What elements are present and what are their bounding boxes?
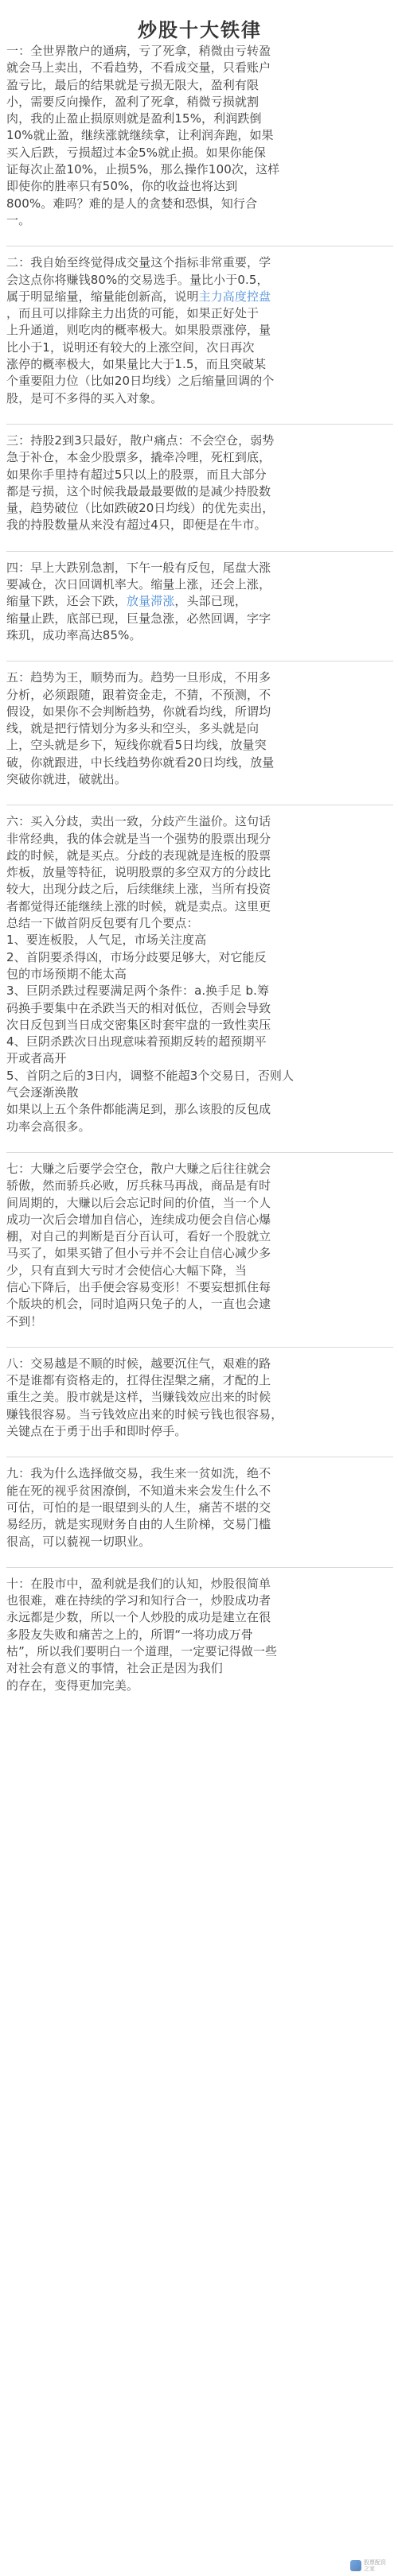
rule-line: 肉，我的止盈止损原则就是盈利15%，利润跌倒	[6, 111, 262, 126]
section-spacer	[6, 644, 393, 661]
rule-line: 一。	[6, 212, 31, 227]
rule-line: 破，你就跟进，中长线趋势你就看20日均线，放量	[6, 755, 275, 770]
section-divider	[6, 1567, 393, 1568]
section-spacer	[6, 1440, 393, 1457]
section-divider	[6, 1347, 393, 1348]
rule-line: 八：交易越是不顺的时候，越要沉住气，艰难的路	[6, 1356, 271, 1371]
rule-line: 珠玑，成功率高达85%。	[6, 627, 142, 642]
rule-line: 4、巨阴杀跌次日出现意味着预期反转的超预期平	[6, 1034, 267, 1049]
rule-line: 个重要阻力位（比如20日均线）之后缩量回调的个	[6, 374, 275, 389]
rule-line: 急于补仓，本金少股票多，撬牵冷哩，死杠到底，	[6, 450, 271, 465]
rule-line: 不到！	[6, 1313, 43, 1329]
section-spacer	[6, 1330, 393, 1347]
section-spacer	[6, 534, 393, 551]
rule-line: 10%就止盈，继续涨就继续拿，让利润奔跑，如果	[6, 128, 274, 143]
rule-section-6	[6, 813, 393, 1135]
rule-line: 缩量止跌，底部已现，巨量急涨，必然回调，字字	[6, 611, 271, 626]
section-spacer	[6, 788, 393, 805]
rule-line: 如果你手里持有超过5只以上的股票，而且大部分	[6, 467, 267, 482]
rule-line: 三：持股2到3只最好，散户痛点：不会空仓，弱势	[6, 433, 275, 448]
rule-line: 炸板，放量等特征，说明股票的多空双方的分歧比	[6, 865, 271, 880]
rule-section-1	[6, 43, 393, 229]
rule-line: 的存在，变得更加完美。	[6, 1678, 139, 1693]
rule-line: 我的持股数量从来没有超过4只，即便是在牛市。	[6, 518, 267, 533]
rule-line: 重生之美。股市就是这样，当赚钱效应出来的时候	[6, 1390, 271, 1405]
rule-line: 800%。难吗？难的是人的贪婪和恐惧，知行合	[6, 196, 258, 211]
rule-line: 即使你的胜率只有50%，你的收益也将达到	[6, 179, 238, 194]
section-spacer	[6, 1135, 393, 1152]
rule-line: 盈亏比，最后的结果就是亏损无限大，盈利有限	[6, 77, 259, 92]
rule-line: 二：我自始至终觉得成交量这个指标非常重要，学	[6, 255, 271, 270]
watermark-logo-icon	[350, 2560, 361, 2571]
rule-line: 如果以上五个条件都能满足到，那么该股的反包成	[6, 1102, 271, 1117]
rule-line: 对社会有意义的事情，社会正是因为我们	[6, 1661, 223, 1676]
section-spacer	[6, 407, 393, 424]
rule-line: 棚，对自己的判断是百分百认可，看好一个股就立	[6, 1229, 271, 1244]
rule-section-2	[6, 254, 393, 407]
rule-line: 一：全世界散户的通病，亏了死拿，稍微由亏转盈	[6, 44, 271, 58]
section-divider	[6, 1152, 393, 1153]
keyword-link[interactable]: 主力高度控盘	[198, 289, 271, 304]
rule-line: 五：趋势为王，顺势而为。趋势一旦形成，不用多	[6, 670, 271, 685]
rule-line: 假设，如果你不会判断趋势，你就看均线，所谓均	[6, 704, 271, 719]
rule-section-9	[6, 1465, 393, 1550]
rule-line: 不是谁都有资格走的，扛得住涅槃之痛，才配的上	[6, 1373, 271, 1388]
rule-line: 非常经典，我的体会就是当一个强势的股票出现分	[6, 831, 271, 846]
rule-line: 十：在股市中，盈利就是我们的认知，炒股很简单	[6, 1576, 271, 1591]
rule-line: 分析，必须跟随，跟着资金走，不猜，不预测，不	[6, 687, 271, 702]
rule-line: 者都觉得还能继续上涨的时候，就是卖点。这里更	[6, 898, 271, 914]
rule-line: 开或者高开	[6, 1051, 67, 1066]
rule-line: 骄傲，然而骄兵必败，厉兵秣马再战，商品是有时	[6, 1178, 271, 1193]
rule-line: 会这点你将赚钱80%的交易选手。量比小于0.5，	[6, 272, 269, 287]
rule-line: 上升通道，则吃肉的概率极大。如果股票涨停，量	[6, 323, 271, 338]
rule-line: 功率会高很多。	[6, 1119, 91, 1134]
rule-line: 涨停的概率极大，如果量比大于1.5，而且突破某	[6, 357, 267, 372]
page-title: 炒股十大铁律	[138, 19, 262, 41]
rule-section-5	[6, 669, 393, 788]
rule-line: 成功一次后会增加自信心，连续成功便会自信心爆	[6, 1212, 271, 1227]
keyword-link[interactable]: 放量滞涨	[127, 594, 175, 609]
rule-line: 小，需要反向操作，盈利了死拿，稍微亏损就割	[6, 94, 259, 109]
rule-line: 少，只有直到大亏时才会使信心大幅下降，当	[6, 1263, 248, 1278]
rule-line: 3、巨阴杀跌过程要满足两个条件：a.换手足 b.筹	[6, 983, 270, 999]
rule-line: 九：我为什么选择做交易，我生来一贫如洗，绝不	[6, 1466, 271, 1481]
watermark	[350, 2557, 395, 2574]
section-divider	[6, 424, 393, 425]
rule-line: 1、要连板股，人气足，市场关注度高	[6, 933, 207, 948]
rule-line: 歧的时候，就是买点。分歧的表现就是连板的股票	[6, 848, 271, 863]
rule-line: 5、首阴之后的3日内，调整不能超3个交易日，否则人	[6, 1068, 295, 1083]
rule-line: 气会逐渐涣散	[6, 1085, 79, 1100]
rule-line: 枯”，所以我们要明白一个道理，一定要记得做一些	[6, 1644, 278, 1659]
rule-line: 能在死的视乎贫困潦倒，不知道未来会发生什么不	[6, 1483, 271, 1498]
section-spacer	[6, 229, 393, 246]
rule-line: 四：早上大跌别急割，下午一般有反包，尾盘大涨	[6, 560, 271, 575]
rule-line: 就会马上卖出，不看趋势，不看成交量，只看账户	[6, 60, 271, 76]
rule-line: 量，趋势破位（比如跌破20日均线）的优先卖出，	[6, 501, 275, 516]
rule-line: 股，是可不多得的买入对象。	[6, 390, 163, 405]
rule-line: ，而且可以排除主力出货的可能，如果正好处于	[6, 306, 259, 321]
rule-line: 码换手要集中在杀跌当天的相对低位，否则会导致	[6, 1000, 271, 1015]
rule-line: 2、首阴要杀得凶，市场分歧要足够大，对它能反	[6, 949, 267, 964]
rule-line: 买入后跌，亏损超过本金5%就止损。如果你能保	[6, 145, 266, 160]
rule-line: 总结一下做首阴反包要有几个要点：	[6, 916, 199, 931]
watermark-text	[364, 2559, 386, 2572]
watermark-text-line1: 股票配资	[364, 2559, 386, 2566]
section-spacer	[6, 1550, 393, 1567]
rule-line: 属于明显缩量，缩量能创新高，说明主力高度控盘	[6, 289, 271, 304]
rule-line: 都是亏损，这个时候我最最最要做的是减少持股数	[6, 483, 271, 499]
rule-line: 易经历，就是实现财务自由的人生阶梯，交易门槛	[6, 1517, 271, 1532]
rule-line: 上，空头就是乡下，短线你就看5日均线，放量突	[6, 738, 267, 753]
rule-line: 间周期的，大赚以后会忘记时间的价值，当一个人	[6, 1195, 271, 1210]
rule-line: 要减仓，次日回调机率大。缩量上涨，还会上涨，	[6, 577, 271, 592]
section-divider	[6, 551, 393, 552]
rule-section-3	[6, 433, 393, 534]
rule-line: 也很难，难在持续的学习和知行合一，炒股成功者	[6, 1593, 271, 1608]
rule-line: 包的市场预期不能太高	[6, 966, 127, 981]
rule-line: 六：买入分歧，卖出一致，分歧产生溢价。这句话	[6, 814, 271, 829]
rule-line: 七：大赚之后要学会空仓，散户大赚之后往往就会	[6, 1161, 271, 1176]
rule-line: 很高，可以藐视一切职业。	[6, 1534, 151, 1549]
rule-line: 赚钱很容易。当亏钱效应出来的时候亏钱也很容易，	[6, 1406, 283, 1422]
rule-line: 信心下降后，出手便会容易变形！不要妄想抓住每	[6, 1280, 271, 1294]
rule-line: 次日反包到当日成交密集区时套牢盘的一致性卖压	[6, 1017, 271, 1032]
article-body	[6, 43, 393, 1694]
rule-line: 证每次止盈10%，止损5%，那么操作100次，这样	[6, 162, 280, 177]
rule-line: 个版块的机会，同时追两只兔子的人，一直也会逮	[6, 1297, 271, 1312]
rule-line: 突破你就进，破就出。	[6, 771, 127, 786]
rule-line: 比小于1，说明还有较大的上涨空间，次日再次	[6, 339, 255, 355]
rule-section-10	[6, 1576, 393, 1694]
rule-section-7	[6, 1161, 393, 1330]
rule-line: 缩量下跌，还会下跌，放量滞涨，头部已现，	[6, 594, 248, 609]
rule-section-8	[6, 1356, 393, 1440]
rule-line: 永远都是少数，所以一个人炒股的成功是建立在很	[6, 1610, 271, 1625]
rule-line: 可估，可怕的是一眼望到头的人生，痛苦不堪的交	[6, 1499, 271, 1515]
rule-line: 马买了，如果买错了但小亏并不会让自信心减少多	[6, 1246, 271, 1261]
rule-line: 较大，出现分歧之后，后续继续上涨，当所有投资	[6, 882, 271, 897]
rule-line: 关键点在于勇于出手和即时停手。	[6, 1424, 187, 1439]
rule-line: 多股友失败和痛苦之上的，所谓“一将功成万骨	[6, 1627, 253, 1642]
rule-section-4	[6, 560, 393, 644]
rule-line: 线，就是把行情划分为多头和空头，多头就是向	[6, 721, 259, 736]
watermark-text-line2: 之家	[364, 2566, 375, 2572]
